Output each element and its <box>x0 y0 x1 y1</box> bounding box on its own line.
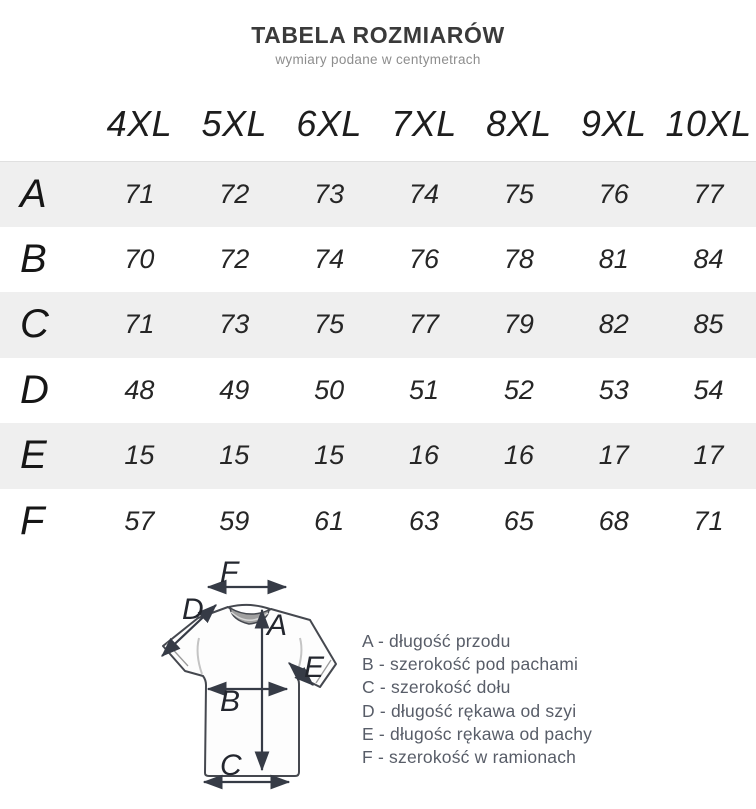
measurement-cell: 15 <box>314 440 345 471</box>
table-row <box>0 423 756 489</box>
measurement-cell: 15 <box>124 440 155 471</box>
table-row <box>0 292 756 358</box>
diagram-label-a: A <box>267 609 288 642</box>
page-subtitle: wymiary podane w centymetrach <box>275 52 481 67</box>
tshirt-collar-top <box>229 605 270 609</box>
size-col-header: 7XL <box>391 103 457 144</box>
size-col-header: 4XL <box>106 103 173 144</box>
diagram-label-c: C <box>220 749 242 782</box>
legend-item: F - szerokość w ramionach <box>362 747 577 768</box>
size-col-header: 6XL <box>296 103 362 144</box>
measurement-cell: 76 <box>408 243 440 274</box>
row-label: B <box>20 236 47 281</box>
row-label: D <box>20 367 49 412</box>
row-label: A <box>20 171 47 216</box>
size-col-header: 9XL <box>580 103 647 144</box>
measurement-cell: 59 <box>219 505 250 536</box>
measurement-cell: 51 <box>408 374 440 405</box>
measurement-legend <box>362 630 592 769</box>
measurement-cell: 48 <box>124 374 155 405</box>
measurement-cell: 68 <box>598 505 629 536</box>
measurement-cell: 57 <box>124 505 155 536</box>
size-col-header: 5XL <box>201 103 268 144</box>
size-col-header: 8XL <box>486 103 552 144</box>
measurement-cell: 76 <box>598 178 629 209</box>
measurement-cell: 15 <box>219 440 250 471</box>
tshirt-diagram <box>150 554 370 809</box>
measurement-cell: 49 <box>219 374 250 405</box>
measurement-cell: 77 <box>693 178 724 209</box>
measurement-cell: 54 <box>693 374 724 405</box>
measurement-cell: 78 <box>503 243 534 274</box>
measurement-cell: 17 <box>693 440 724 471</box>
measurement-cell: 65 <box>503 505 534 536</box>
row-label: C <box>20 302 49 347</box>
measurement-cell: 71 <box>124 309 155 340</box>
table-row <box>0 161 756 227</box>
page-header <box>0 0 756 67</box>
diagram-label-d: D <box>182 593 204 626</box>
measurement-diagram-section <box>0 554 756 809</box>
measurement-cell: 72 <box>219 178 250 209</box>
measurement-cell: 53 <box>598 374 629 405</box>
legend-item: C - szerokość dołu <box>362 677 511 698</box>
measurement-cell: 75 <box>503 178 534 209</box>
measurement-cell: 71 <box>124 178 155 209</box>
page-title: TABELA ROZMIARÓW <box>251 22 505 48</box>
legend-item: E - długośc rękawa od pachy <box>362 723 593 744</box>
tshirt-outline <box>163 607 336 776</box>
measurement-cell: 73 <box>314 178 345 209</box>
measurement-cell: 74 <box>314 243 345 274</box>
measurement-cell: 81 <box>598 243 629 274</box>
measurement-cell: 79 <box>503 309 534 340</box>
table-row <box>0 358 756 424</box>
legend-item: D - długość rękawa od szyi <box>362 700 577 721</box>
table-row <box>0 227 756 293</box>
row-label: F <box>20 498 45 543</box>
measurement-cell: 50 <box>314 374 345 405</box>
measurement-cell: 84 <box>693 243 724 274</box>
diagram-label-f: F <box>220 556 239 589</box>
diagram-label-e: E <box>304 651 325 684</box>
table-row <box>0 489 756 555</box>
measurement-cell: 77 <box>408 309 440 340</box>
measurement-cell: 72 <box>219 243 250 274</box>
measurement-cell: 74 <box>408 178 440 209</box>
measurement-cell: 63 <box>408 505 440 536</box>
row-label: E <box>20 433 47 478</box>
legend-item: B - szerokość pod pachami <box>362 654 579 675</box>
measurement-cell: 16 <box>503 440 534 471</box>
measurement-cell: 17 <box>598 440 629 471</box>
measurement-cell: 75 <box>314 309 345 340</box>
measurement-cell: 73 <box>219 309 250 340</box>
measurement-cell: 70 <box>124 243 155 274</box>
legend-item: A - długość przodu <box>362 631 511 651</box>
diagram-label-b: B <box>220 685 241 718</box>
measurement-cell: 16 <box>408 440 440 471</box>
size-header-row <box>0 95 756 153</box>
size-col-header: 10XL <box>665 103 752 144</box>
measurement-cell: 61 <box>314 505 345 536</box>
measurement-cell: 82 <box>598 309 629 340</box>
measurement-cell: 71 <box>693 505 724 536</box>
measurement-cell: 52 <box>503 374 534 405</box>
measurement-cell: 85 <box>693 309 724 340</box>
size-table <box>0 161 756 554</box>
